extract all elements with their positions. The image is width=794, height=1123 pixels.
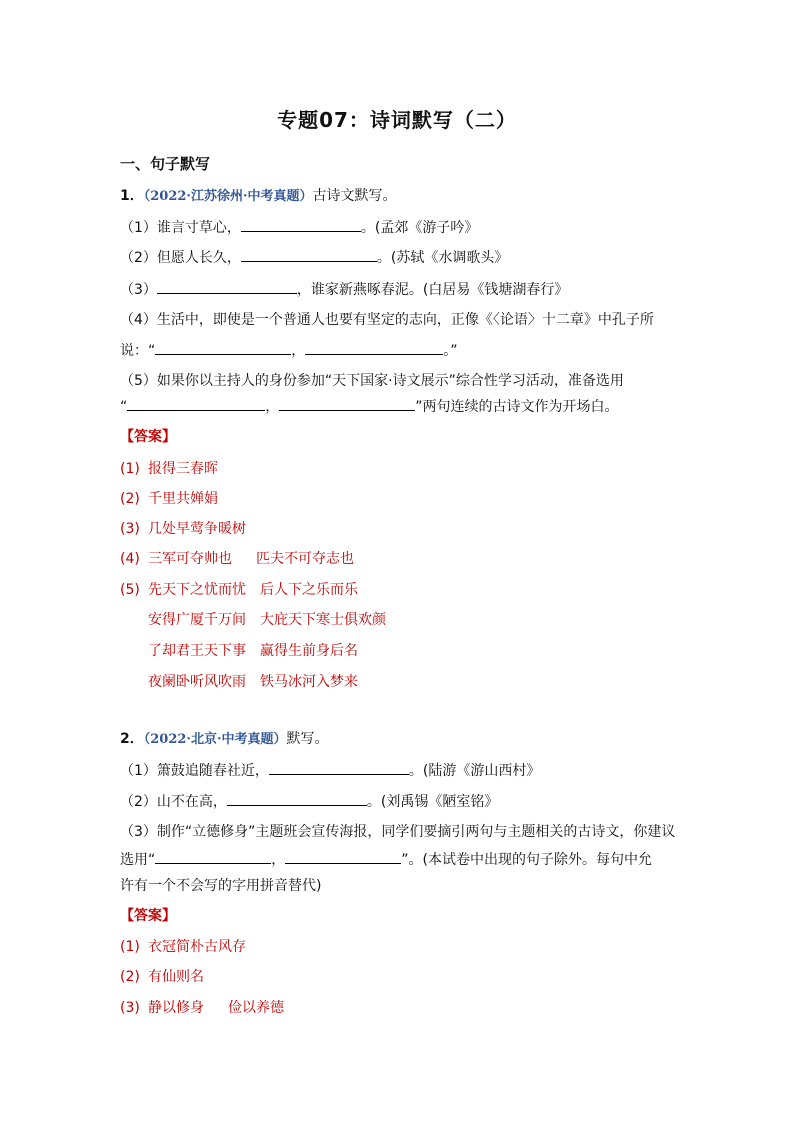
prompt-text: （2）但愿人长久， [120, 250, 241, 266]
prompt-text: （1）箫鼓追随春社近， [120, 763, 269, 779]
fill-blank [155, 849, 271, 864]
fill-blank [269, 760, 409, 775]
answer-extra [148, 641, 358, 661]
fill-blank [241, 247, 377, 262]
q1-part-5-line1: （5）如果你以主持人的身份参加“天下国家·诗文展示”综合性学习活动，准备选用 [120, 373, 624, 389]
q1-part-1 [120, 217, 478, 238]
answer-number: (1) [120, 939, 140, 955]
answer-text: 几处早莺争暖树 [148, 521, 246, 537]
answer-item [120, 549, 354, 569]
question-number: 2． [120, 731, 144, 747]
fill-blank [127, 396, 265, 411]
prompt-text: ， [271, 852, 286, 868]
answer-text: 静以修身 [148, 1000, 204, 1016]
answer-text: 千里共婵娟 [148, 491, 218, 507]
prompt-text: 选用“ [120, 852, 156, 868]
answer-item [120, 937, 246, 957]
answer-number: (2) [120, 969, 140, 985]
q1-part-2 [120, 247, 508, 268]
answer-number: (3) [120, 1000, 140, 1016]
q1-part-4-line1: （4）生活中，即使是一个普通人也要有坚定的志向，正像《〈论语〉十二章》中孔子所 [120, 312, 654, 328]
answer-text: 夜阑卧听风吹雨 [148, 674, 246, 690]
prompt-text: “ [120, 399, 128, 415]
answer-text: 大庇天下寒士俱欢颜 [260, 612, 386, 628]
prompt-text: （1）谁言寸草心， [120, 220, 241, 236]
question-number: 1． [120, 188, 144, 204]
answer-number: (5) [120, 582, 140, 598]
answer-item [120, 459, 218, 479]
answer-extra [148, 610, 386, 630]
prompt-text: （3） [120, 282, 157, 298]
q2-part-2 [120, 791, 498, 812]
answer-text: 衣冠简朴古风存 [148, 939, 246, 955]
prompt-text: ， [265, 399, 280, 415]
fill-blank [279, 396, 415, 411]
prompt-text: 。” [443, 343, 458, 359]
answer-text: 了却君王天下事 [148, 643, 246, 659]
answer-text: 后人下之乐而乐 [260, 582, 358, 598]
answer-label: 【答案】 [120, 429, 176, 445]
answer-number: (1) [120, 461, 140, 477]
prompt-text: 说：“ [120, 343, 156, 359]
q1-part-5-line2 [120, 396, 619, 417]
answer-text: 报得三春晖 [148, 461, 218, 477]
fill-blank [157, 279, 297, 294]
answer-item [120, 967, 204, 987]
prompt-text: （2）山不在高， [120, 794, 227, 810]
prompt-text: ， [291, 343, 306, 359]
answer-item [120, 998, 284, 1018]
q1-part-3 [120, 279, 568, 300]
answer-number: (3) [120, 521, 140, 537]
question-source: （2022·江苏徐州·中考真题） [143, 189, 313, 204]
answer-label: 【答案】 [120, 908, 176, 924]
question-stem: 默写。 [286, 731, 329, 747]
prompt-text: ”。(本试卷中出现的句子除外。每句中允 [401, 852, 652, 868]
answer-text: 匹夫不可夺志也 [256, 551, 354, 567]
answer-item [120, 519, 246, 539]
answer-text: 安得广厦千万间 [148, 612, 246, 628]
prompt-text: 。(苏轼《水调歌头》 [376, 250, 509, 266]
section-heading: 一、句子默写 [120, 155, 211, 173]
fill-blank [285, 849, 401, 864]
question-stem: 古诗文默写。 [312, 188, 397, 204]
prompt-text: 。(孟郊《游子吟》 [360, 220, 479, 236]
answer-text: 先天下之忧而忧 [148, 582, 246, 598]
q2-part-3-line3: 许有一个不会写的字用拼音替代) [120, 878, 322, 894]
fill-blank [155, 340, 291, 355]
answer-text: 赢得生前身后名 [260, 643, 358, 659]
prompt-text: 。(刘禹锡《陋室铭》 [366, 794, 499, 810]
prompt-text: ”两句连续的古诗文作为开场白。 [415, 399, 619, 415]
q2-part-1 [120, 760, 540, 781]
question-1-header [120, 186, 396, 207]
q2-part-3-line2 [120, 849, 652, 870]
answer-text: 有仙则名 [148, 969, 204, 985]
answer-extra [148, 672, 358, 692]
page-title: 专题07：诗词默写（二） [277, 108, 517, 132]
prompt-text: ，谁家新燕啄春泥。(白居易《钱塘湖春行》 [296, 282, 569, 298]
answer-text: 铁马冰河入梦来 [260, 674, 358, 690]
fill-blank [227, 791, 367, 806]
question-source: （2022·北京·中考真题） [143, 732, 287, 747]
answer-number: (2) [120, 491, 140, 507]
question-2-header [120, 729, 328, 750]
fill-blank [241, 217, 361, 232]
answer-text: 俭以养德 [228, 1000, 284, 1016]
answer-item [120, 580, 358, 600]
answer-item [120, 489, 218, 509]
answer-text: 三军可夺帅也 [148, 551, 232, 567]
fill-blank [305, 340, 443, 355]
q1-part-4-line2 [120, 340, 458, 361]
q2-part-3-line1: （3）制作“立德修身”主题班会宣传海报，同学们要摘引两句与主题相关的古诗文，你建议 [120, 824, 676, 840]
prompt-text: 。(陆游《游山西村》 [408, 763, 541, 779]
answer-number: (4) [120, 551, 140, 567]
